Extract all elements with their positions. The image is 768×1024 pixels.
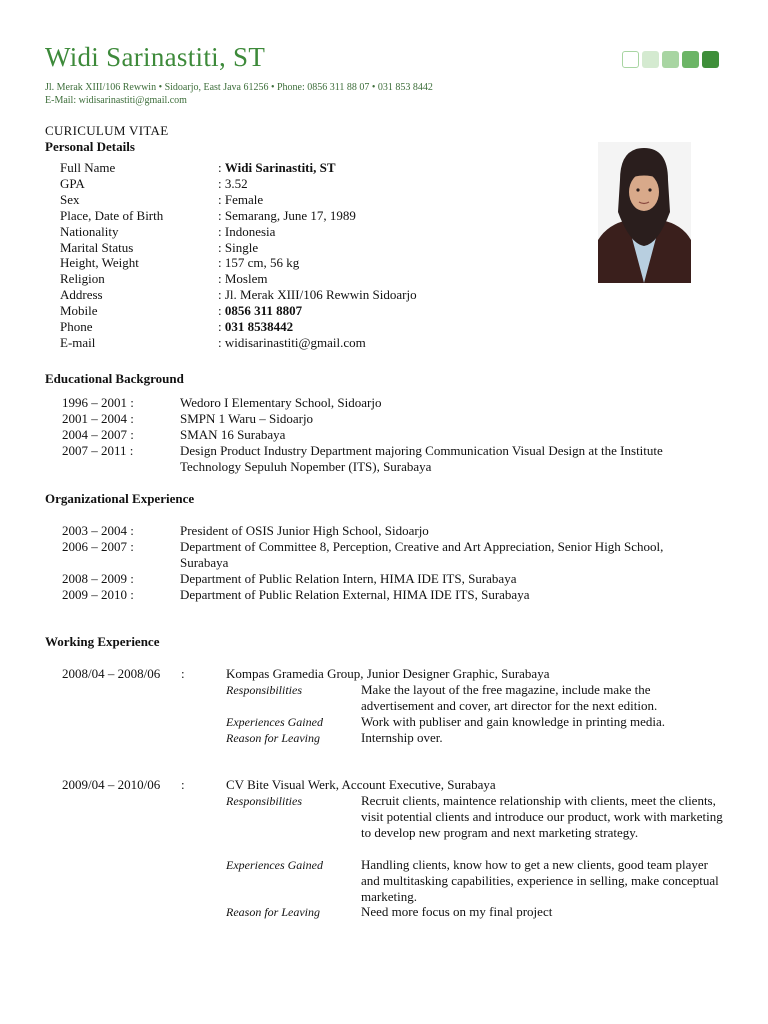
education-years: 2007 – 2011 : [62, 443, 134, 458]
work-detail-text: Internship over. [361, 730, 443, 745]
education-years: 2004 – 2007 : [62, 427, 134, 442]
work-detail-text: Need more focus on my final project [361, 904, 553, 919]
work-heading: Working Experience [45, 634, 160, 649]
organization-desc: Department of Committee 8, Perception, Creative and Art Appreciation, Senior High School, Surabaya [180, 539, 664, 570]
personal-row [60, 240, 580, 256]
portrait-icon [598, 142, 691, 283]
personal-value: : Moslem [218, 271, 268, 287]
personal-value: : Indonesia [218, 223, 276, 239]
personal-value: : 0856 311 8807 [218, 303, 303, 319]
organization-years: 2006 – 2007 : [62, 539, 134, 554]
personal-label: Religion [60, 271, 105, 287]
square-1 [622, 51, 639, 68]
work-detail-text: Make the layout of the free magazine, include make the advertisement and cover, art director for the next edition. [361, 682, 658, 713]
work-colon: : [181, 777, 185, 792]
personal-row [60, 192, 580, 208]
education-desc: Design Product Industry Department majoring Communication Visual Design at the Institute Technology Sepuluh Nopember (ITS), Surabaya [180, 443, 663, 474]
work-period: 2008/04 – 2008/06 [62, 666, 161, 681]
personal-value-strong: Widi Sarinastiti, ST [224, 160, 336, 175]
education-desc: Wedoro I Elementary School, Sidoarjo [180, 395, 382, 410]
organization-years: 2003 – 2004 : [62, 523, 134, 538]
work-detail-label: Experiences Gained [226, 715, 323, 729]
square-5 [702, 51, 719, 68]
personal-label: E-mail [60, 334, 96, 350]
personal-label: Marital Status [60, 239, 134, 255]
organization-desc: Department of Public Relation Intern, HIMA IDE ITS, Surabaya [180, 571, 517, 586]
personal-value: : 3.52 [218, 175, 248, 191]
personal-row [60, 303, 580, 319]
personal-value: : Jl. Merak XIII/106 Rewwin Sidoarjo [218, 287, 417, 303]
personal-row [60, 208, 580, 224]
candidate-name: Widi Sarinastiti, ST [45, 42, 266, 72]
personal-label: Place, Date of Birth [60, 207, 164, 223]
personal-value: : Semarang, June 17, 1989 [218, 207, 356, 223]
personal-row [60, 271, 580, 287]
personal-row [60, 160, 580, 176]
work-detail-text: Recruit clients, maintence relationship with clients, meet the clients, visit potential clients and introduce our product, work with marketing to develop new program and next marketing strategy. [361, 793, 723, 840]
work-period: 2009/04 – 2010/06 [62, 777, 161, 792]
work-detail-label: Reason for Leaving [226, 731, 320, 745]
personal-value: : Widi Sarinastiti, ST [218, 160, 336, 175]
personal-row [60, 287, 580, 303]
work-detail-label: Responsibilities [226, 683, 302, 697]
organization-desc: President of OSIS Junior High School, Sidoarjo [180, 523, 429, 538]
personal-row [60, 176, 580, 192]
organization-years: 2009 – 2010 : [62, 587, 134, 602]
personal-value: : 031 8538442 [218, 319, 294, 334]
work-detail-label: Experiences Gained [226, 858, 323, 872]
organization-heading: Organizational Experience [45, 491, 195, 506]
work-detail-label: Reason for Leaving [226, 905, 320, 919]
personal-label: Address [60, 287, 103, 303]
personal-label: Full Name [60, 160, 116, 175]
work-colon: : [181, 666, 185, 681]
personal-label: Height, Weight [60, 255, 139, 271]
work-company: CV Bite Visual Werk, Account Executive, Surabaya [226, 777, 496, 792]
education-desc: SMPN 1 Waru – Sidoarjo [180, 411, 314, 426]
personal-label: Mobile [60, 303, 98, 319]
personal-row [60, 224, 580, 240]
personal-row [60, 319, 580, 335]
personal-row [60, 335, 580, 351]
organization-years: 2008 – 2009 : [62, 571, 134, 586]
personal-value-strong: 031 8538442 [224, 319, 294, 334]
education-desc: SMAN 16 Surabaya [180, 427, 286, 442]
organization-desc: Department of Public Relation External, HIMA IDE ITS, Surabaya [180, 587, 530, 602]
decorative-squares [622, 51, 719, 68]
square-3 [662, 51, 679, 68]
work-detail-label: Responsibilities [226, 794, 302, 808]
education-years: 2001 – 2004 : [62, 411, 134, 426]
profile-photo [598, 142, 691, 283]
education-years: 1996 – 2001 : [62, 395, 134, 410]
personal-heading: Personal Details [45, 139, 135, 154]
personal-label: Nationality [60, 223, 119, 239]
square-4 [682, 51, 699, 68]
personal-label: GPA [60, 175, 85, 191]
work-detail-text: Handling clients, know how to get a new clients, good team player and multitasking capabilities, experience in selling, make conceptual marketing. [361, 857, 719, 904]
work-company: Kompas Gramedia Group, Junior Designer Graphic, Surabaya [226, 666, 550, 681]
square-2 [642, 51, 659, 68]
work-detail-text: Work with publiser and gain knowledge in printing media. [361, 714, 666, 729]
personal-value: : Single [218, 239, 259, 255]
contact-address: Jl. Merak XIII/106 Rewwin • Sidoarjo, East Java 61256 • Phone: 0856 311 88 07 • 031 853 8442 [45, 82, 433, 93]
cv-title: CURICULUM VITAE [45, 123, 169, 138]
contact-email: E-Mail: widisarinastiti@gmail.com [45, 95, 187, 106]
personal-value-strong: 0856 311 8807 [224, 303, 303, 319]
personal-row [60, 255, 580, 271]
personal-label: Sex [60, 191, 80, 207]
personal-value: : 157 cm, 56 kg [218, 255, 300, 271]
personal-label: Phone [60, 319, 93, 334]
education-heading: Educational Background [45, 371, 184, 386]
personal-value: : widisarinastiti@gmail.com [218, 334, 366, 350]
personal-value: : Female [218, 191, 264, 207]
